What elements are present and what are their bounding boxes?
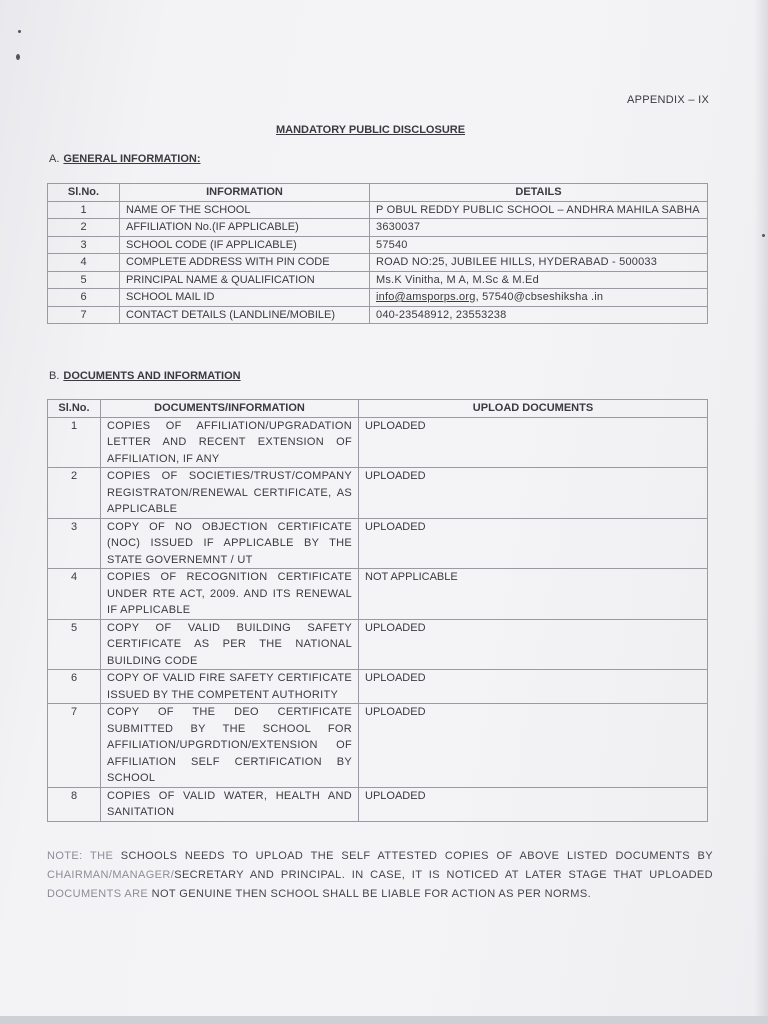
information-cell: AFFILIATION No.(IF APPLICABLE)	[120, 219, 370, 237]
note-text: SCHOOLS NEEDS TO UPLOAD THE SELF ATTESTED COPIES OF ABOVE LISTED DOCUMENTS BY	[113, 850, 713, 862]
table-row	[48, 787, 708, 821]
serial-number: 6	[48, 670, 101, 704]
table-row	[48, 417, 708, 468]
upload-status: UPLOADED	[359, 619, 708, 670]
table-row	[48, 518, 708, 569]
upload-status: UPLOADED	[359, 787, 708, 821]
information-cell: PRINCIPAL NAME & QUALIFICATION	[120, 271, 370, 289]
upload-status: UPLOADED	[359, 704, 708, 788]
section-title: GENERAL INFORMATION:	[63, 153, 201, 165]
page-bottom-edge	[0, 1016, 768, 1024]
scan-speck	[16, 54, 20, 60]
table-row	[48, 704, 708, 788]
document-cell: COPIES OF SOCIETIES/TRUST/COMPANY REGISTRATON/RENEWAL CERTIFICATE, AS APPLICABLE	[101, 468, 359, 519]
table-row	[48, 619, 708, 670]
details-cell	[370, 289, 708, 307]
document-cell: COPIES OF RECOGNITION CERTIFICATE UNDER RTE ACT, 2009. AND ITS RENEWAL IF APPLICABLE	[101, 569, 359, 620]
serial-number: 1	[48, 417, 101, 468]
section-b-heading	[49, 370, 241, 382]
table-row	[48, 306, 708, 324]
scan-speck	[762, 234, 765, 237]
document-cell: COPY OF VALID FIRE SAFETY CERTIFICATE ISSUED BY THE COMPETENT AUTHORITY	[101, 670, 359, 704]
table-row	[48, 289, 708, 307]
serial-number: 6	[48, 289, 120, 307]
school-email-secondary: , 57540@cbseshiksha .in	[475, 291, 604, 303]
document-cell: COPY OF THE DEO CERTIFICATE SUBMITTED BY THE SCHOOL FOR AFFILIATION/UPGRDTION/EXTENSION OF AFFILIATION SELF CERTIFICATION BY SCHOOL	[101, 704, 359, 788]
information-cell: NAME OF THE SCHOOL	[120, 201, 370, 219]
table-row	[48, 219, 708, 237]
table-row	[48, 569, 708, 620]
upload-status: UPLOADED	[359, 670, 708, 704]
information-cell: CONTACT DETAILS (LANDLINE/MOBILE)	[120, 306, 370, 324]
general-information-table	[47, 183, 708, 324]
serial-number: 1	[48, 201, 120, 219]
information-cell: COMPLETE ADDRESS WITH PIN CODE	[120, 254, 370, 272]
document-cell: COPIES OF VALID WATER, HEALTH AND SANITATION	[101, 787, 359, 821]
note-faded-text: CHAIRMAN/MANAGER/	[47, 869, 175, 881]
section-title: DOCUMENTS AND INFORMATION	[63, 370, 241, 382]
information-cell: SCHOOL CODE (IF APPLICABLE)	[120, 236, 370, 254]
serial-number: 8	[48, 787, 101, 821]
section-letter: B.	[49, 370, 60, 382]
column-header: INFORMATION	[120, 184, 370, 202]
upload-status: UPLOADED	[359, 518, 708, 569]
table-row	[48, 670, 708, 704]
upload-status: NOT APPLICABLE	[359, 569, 708, 620]
note-faded-text: DOCUMENTS ARE	[47, 888, 149, 900]
details-cell: ROAD NO:25, JUBILEE HILLS, HYDERABAD - 500033	[370, 254, 708, 272]
column-header: UPLOAD DOCUMENTS	[359, 400, 708, 418]
page-fold-shadow	[754, 0, 768, 1024]
scan-speck	[18, 30, 21, 33]
document-cell: COPY OF NO OBJECTION CERTIFICATE (NOC) ISSUED IF APPLICABLE BY THE STATE GOVERNEMNT / UT	[101, 518, 359, 569]
upload-status: UPLOADED	[359, 417, 708, 468]
information-cell: SCHOOL MAIL ID	[120, 289, 370, 307]
note-text: SECRETARY AND PRINCIPAL. IN CASE, IT IS NOTICED AT LATER STAGE THAT UPLOADED	[174, 869, 713, 881]
table-row	[48, 236, 708, 254]
serial-number: 5	[48, 619, 101, 670]
disclosure-note	[47, 847, 713, 904]
appendix-label: APPENDIX – IX	[627, 94, 710, 106]
serial-number: 7	[48, 306, 120, 324]
document-cell: COPY OF VALID BUILDING SAFETY CERTIFICATE AS PER THE NATIONAL BUILDING CODE	[101, 619, 359, 670]
column-header: Sl.No.	[48, 184, 120, 202]
serial-number: 2	[48, 468, 101, 519]
section-letter: A.	[49, 153, 60, 165]
document-cell: COPIES OF AFFILIATION/UPGRADATION LETTER AND RECENT EXTENSION OF AFFILIATION, IF ANY	[101, 417, 359, 468]
details-cell: Ms.K Vinitha, M A, M.Sc & M.Ed	[370, 271, 708, 289]
serial-number: 3	[48, 236, 120, 254]
details-cell: 040-23548912, 23553238	[370, 306, 708, 324]
note-text: NOT GENUINE THEN SCHOOL SHALL BE LIABLE FOR ACTION AS PER NORMS.	[148, 888, 592, 900]
column-header: DOCUMENTS/INFORMATION	[101, 400, 359, 418]
table-row	[48, 271, 708, 289]
serial-number: 3	[48, 518, 101, 569]
serial-number: 5	[48, 271, 120, 289]
serial-number: 4	[48, 254, 120, 272]
table-header-row	[48, 400, 708, 418]
details-cell: 3630037	[370, 219, 708, 237]
serial-number: 7	[48, 704, 101, 788]
serial-number: 4	[48, 569, 101, 620]
details-cell: 57540	[370, 236, 708, 254]
note-faded-text: NOTE: THE	[47, 850, 114, 862]
table-row	[48, 201, 708, 219]
table-header-row	[48, 184, 708, 202]
documents-table	[47, 399, 708, 822]
page-title: MANDATORY PUBLIC DISCLOSURE	[276, 124, 466, 136]
details-cell: P OBUL REDDY PUBLIC SCHOOL – ANDHRA MAHILA SABHA	[370, 201, 708, 219]
school-email-link[interactable]: info@amsporps.org	[376, 291, 476, 303]
upload-status: UPLOADED	[359, 468, 708, 519]
table-row	[48, 254, 708, 272]
column-header: Sl.No.	[48, 400, 101, 418]
section-a-heading	[49, 153, 201, 165]
column-header: DETAILS	[370, 184, 708, 202]
serial-number: 2	[48, 219, 120, 237]
table-row	[48, 468, 708, 519]
